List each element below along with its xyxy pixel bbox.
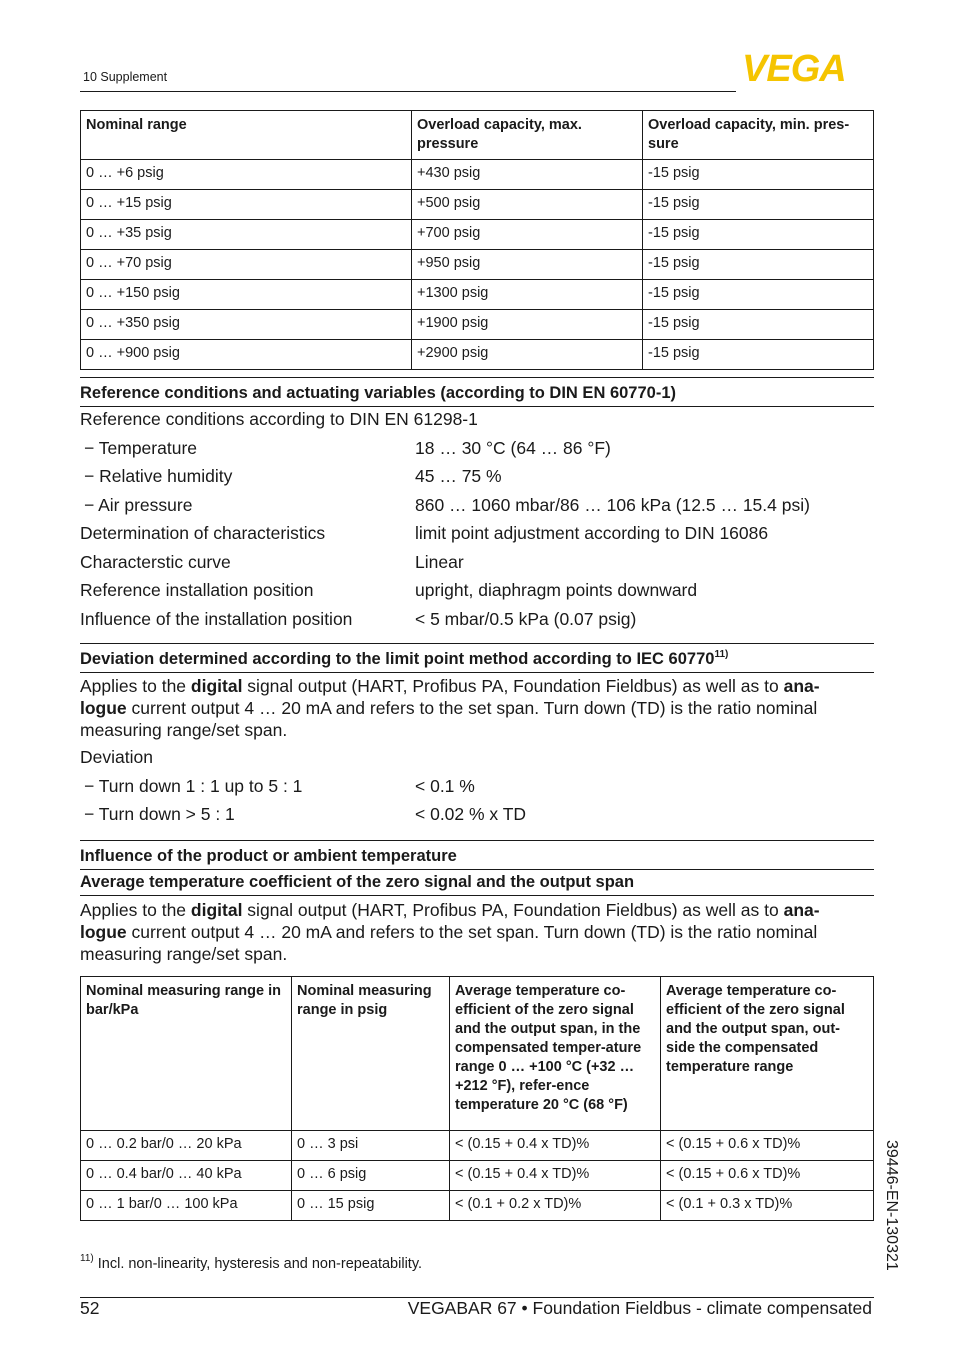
table-cell: +700 psig [412,220,643,250]
table-header: Average temperature co-efficient of the zero signal and the output span, in the compensated temper-ature range 0 … +100 °C (+32 … +212 °F), refer-ence temperature 20 °C (68 °F) [450,977,661,1131]
spec-label: − Turn down > 5 : 1 [84,804,235,824]
header-rule [80,91,736,92]
table-row [81,190,874,220]
table-row [81,280,874,310]
table-cell: +950 psig [412,250,643,280]
table-cell: 0 … +6 psig [81,160,412,190]
table-cell: < (0.15 + 0.6 x TD)% [661,1161,874,1191]
footnote-ref: 11) [714,649,729,660]
table-row [81,310,874,340]
para-bold: digital [190,900,243,920]
table-row [81,250,874,280]
table-cell: 0 … +15 psig [81,190,412,220]
table-cell: +500 psig [412,190,643,220]
table-cell: +2900 psig [412,340,643,370]
table-cell: -15 psig [643,250,874,280]
table-cell: 0 … 3 psi [292,1131,450,1161]
table-cell: -15 psig [643,220,874,250]
reference-heading: Reference conditions and actuating variables (according to DIN EN 60770-1) [80,377,874,407]
table-cell: -15 psig [643,340,874,370]
influence-paragraph [80,899,850,965]
spec-label: Reference installation position [80,580,314,600]
para-text: signal output (HART, Profibus PA, Foundation Fieldbus) as well as to [242,900,784,920]
table-header: Overload capacity, min. pres-sure [643,111,874,160]
para-text: signal output (HART, Profibus PA, Foundation Fieldbus) as well as to [242,676,784,696]
table-cell: 0 … 15 psig [292,1191,450,1221]
table-header: Overload capacity, max. pressure [412,111,643,160]
table-cell: -15 psig [643,310,874,340]
deviation-label: Deviation [80,747,153,767]
table-cell: 0 … +35 psig [81,220,412,250]
table-row [81,1191,874,1221]
page-number: 52 [80,1298,100,1318]
table-cell: 0 … 0.2 bar/0 … 20 kPa [81,1131,292,1161]
table-header: Nominal measuring range in psig [292,977,450,1131]
table-cell: < (0.15 + 0.6 x TD)% [661,1131,874,1161]
table-row [81,1161,874,1191]
spec-label: − Air pressure [84,495,193,515]
spec-label: − Relative humidity [84,466,233,486]
table-cell: -15 psig [643,190,874,220]
table-cell: +1900 psig [412,310,643,340]
deviation-heading-text: Deviation determined according to the limit point method according to IEC 60770 [80,650,715,668]
spec-value: 860 … 1060 mbar/86 … 106 kPa (12.5 … 15.4 psi) [415,495,810,515]
spec-value: limit point adjustment according to DIN 16086 [415,523,769,543]
table-header: Nominal measuring range in bar/kPa [81,977,292,1131]
para-text: Applies to the [80,900,191,920]
logo-text: VEGA [742,50,846,84]
spec-value: < 0.02 % x TD [415,804,527,824]
spec-value: 45 … 75 % [415,466,502,486]
table-header: Average temperature co-efficient of the zero signal and the output span, out-side the compensated temperature range [661,977,874,1131]
reference-intro-text: Reference conditions according to DIN EN 61298-1 [80,409,478,429]
temperature-coefficient-table [80,976,874,1221]
table-cell: -15 psig [643,160,874,190]
table-cell: 0 … 0.4 bar/0 … 40 kPa [81,1161,292,1191]
table-cell: < (0.15 + 0.4 x TD)% [450,1131,661,1161]
table-row [81,220,874,250]
spec-label: Influence of the installation position [80,609,353,629]
table-cell: 0 … +70 psig [81,250,412,280]
table-cell: 0 … 1 bar/0 … 100 kPa [81,1191,292,1221]
table-cell: 0 … 6 psig [292,1161,450,1191]
document-code: 39446-EN-130321 [883,1140,900,1271]
vega-logo [740,50,874,84]
influence-heading: Influence of the product or ambient temperature [80,840,874,870]
table-header-row [81,977,874,1131]
spec-label: Determination of characteristics [80,523,326,543]
spec-value: upright, diaphragm points downward [415,580,698,600]
spec-label: Characterstic curve [80,552,231,572]
spec-value: 18 … 30 °C (64 … 86 °F) [415,438,611,458]
section-label: 10 Supplement [83,70,168,84]
table-cell: +1300 psig [412,280,643,310]
table-header-row [81,111,874,160]
deviation-paragraph [80,675,850,741]
para-bold: digital [190,676,243,696]
table-cell: 0 … +150 psig [81,280,412,310]
table-cell: +430 psig [412,160,643,190]
spec-value: < 5 mbar/0.5 kPa (0.07 psig) [415,609,637,629]
para-bold: ana-logue [80,676,820,718]
para-text: current output 4 … 20 mA and refers to the set span. Turn down (TD) is the ratio nominal measuring range/set span. [80,922,818,964]
deviation-heading [80,643,874,673]
table-row [81,1131,874,1161]
spec-label: − Temperature [84,438,198,458]
table-row [81,340,874,370]
spec-label: − Turn down 1 : 1 up to 5 : 1 [84,776,303,796]
table-cell: < (0.1 + 0.2 x TD)% [450,1191,661,1221]
table-cell: < (0.1 + 0.3 x TD)% [661,1191,874,1221]
table-cell: 0 … +350 psig [81,310,412,340]
footnote-text: Incl. non-linearity, hysteresis and non-repeatability. [97,1256,423,1272]
para-text: current output 4 … 20 mA and refers to the set span. Turn down (TD) is the ratio nominal measuring range/set span. [80,698,818,740]
table-row [81,160,874,190]
para-text: Applies to the [80,676,191,696]
footnote [80,1253,423,1272]
document-title: VEGABAR 67 • Foundation Fieldbus - climate compensated [407,1298,872,1318]
footnote-marker: 11) [80,1253,94,1264]
spec-value: Linear [415,552,464,572]
table-header: Nominal range [81,111,412,160]
para-bold: ana-logue [80,900,820,942]
table-cell: 0 … +900 psig [81,340,412,370]
table-cell: < (0.15 + 0.4 x TD)% [450,1161,661,1191]
table-cell: -15 psig [643,280,874,310]
influence-subheading: Average temperature coefficient of the zero signal and the output span [80,868,874,896]
overload-table [80,110,874,370]
spec-value: < 0.1 % [415,776,475,796]
